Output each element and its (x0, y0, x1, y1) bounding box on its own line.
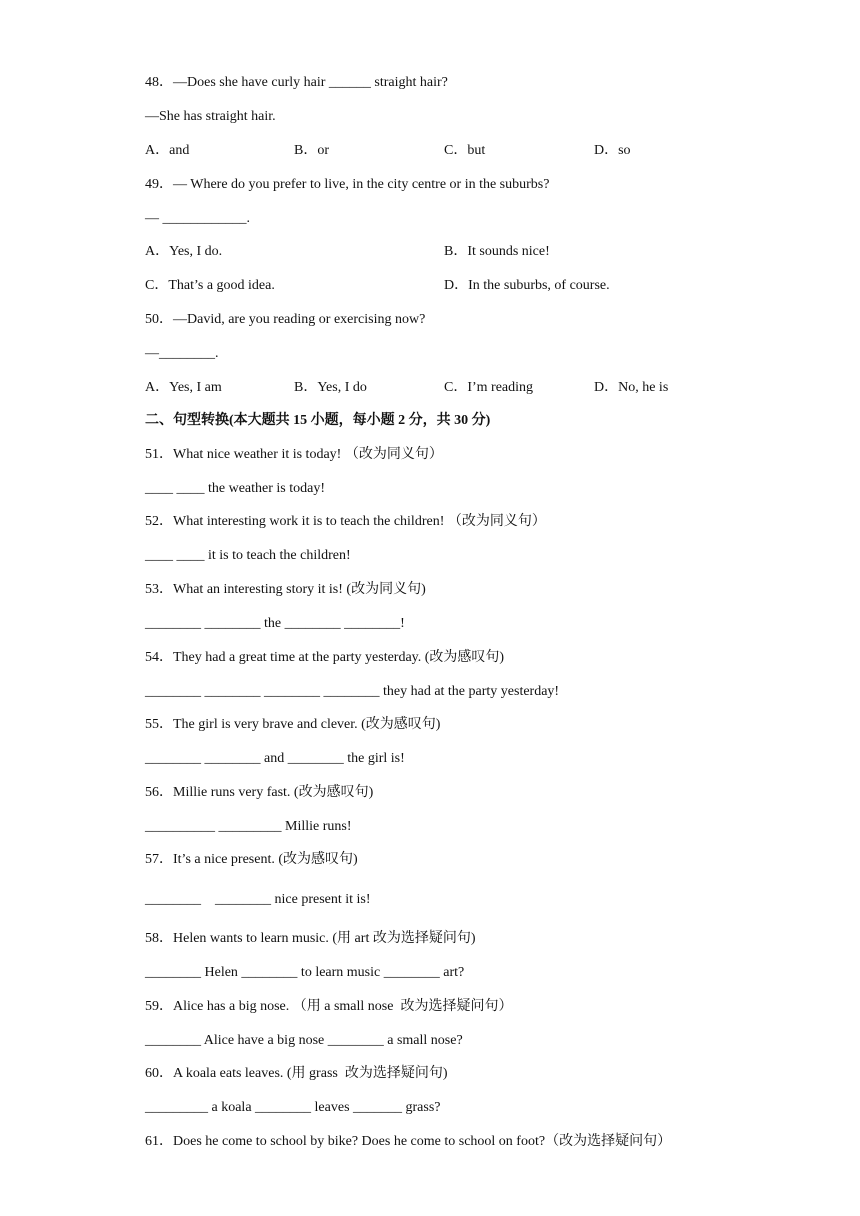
q49-option-b: B．It sounds nice! (444, 244, 550, 259)
q50-stem: 50．—David, are you reading or exercising now? (145, 312, 426, 327)
q58-answer: ________ Helen ________ to learn music ________ art? (145, 965, 465, 980)
q49-reply: — ____________. (145, 211, 250, 226)
q50-option-c: C．I’m reading (444, 380, 534, 395)
q52-answer: ____ ____ it is to teach the children! (145, 548, 351, 563)
q60-answer: _________ a koala ________ leaves _______ grass? (145, 1100, 441, 1115)
q48-option-a: A．and (145, 143, 190, 158)
q58-stem: 58．Helen wants to learn music. (用 art 改为选择疑问句) (145, 931, 476, 946)
q53-answer: ________ ________ the ________ ________! (145, 616, 405, 631)
q48-option-d: D．so (594, 143, 631, 158)
q48-stem: 48．—Does she have curly hair ______ straight hair? (145, 75, 448, 90)
q51-answer: ____ ____ the weather is today! (145, 481, 326, 496)
q50-option-b: B．Yes, I do (294, 380, 367, 395)
q49-option-d: D．In the suburbs, of course. (444, 278, 610, 293)
q51-stem: 51．What nice weather it is today! （改为同义句） (145, 447, 443, 462)
q50-option-d: D．No, he is (594, 380, 669, 395)
q56-stem: 56．Millie runs very fast. (改为感叹句) (145, 785, 374, 800)
q48-option-c: C．but (444, 143, 486, 158)
q49-option-a: A．Yes, I do. (145, 244, 223, 259)
q55-answer: ________ ________ and ________ the girl is! (145, 751, 405, 766)
q56-answer: __________ _________ Millie runs! (145, 819, 352, 834)
q50-reply: —________. (145, 346, 219, 361)
section-heading: 二、句型转换(本大题共 15 小题，每小题 2 分，共 30 分) (145, 413, 491, 428)
q48-option-b: B．or (294, 143, 329, 158)
q49-stem: 49．— Where do you prefer to live, in the city centre or in the suburbs? (145, 177, 550, 192)
q59-stem: 59．Alice has a big nose. （用 a small nose 改为选择疑问句） (145, 999, 513, 1014)
q61-stem: 61．Does he come to school by bike? Does he come to school on foot?（改为选择疑问句） (145, 1134, 672, 1149)
q48-reply: —She has straight hair. (145, 109, 276, 124)
q53-stem: 53．What an interesting story it is! (改为同义句) (145, 582, 426, 597)
q59-answer: ________ Alice have a big nose ________ a small nose? (145, 1033, 463, 1048)
q55-stem: 55．The girl is very brave and clever. (改为感叹句) (145, 717, 441, 732)
q54-stem: 54．They had a great time at the party yesterday. (改为感叹句) (145, 650, 505, 665)
q52-stem: 52．What interesting work it is to teach the children! （改为同义句） (145, 514, 546, 529)
q50-option-a: A．Yes, I am (145, 380, 222, 395)
q57-answer: ________ ________ nice present it is! (145, 892, 371, 907)
q60-stem: 60．A koala eats leaves. (用 grass 改为选择疑问句) (145, 1066, 448, 1081)
q54-answer: ________ ________ ________ ________ they had at the party yesterday! (145, 684, 560, 699)
q49-option-c: C．That’s a good idea. (145, 278, 275, 293)
q57-stem: 57．It’s a nice present. (改为感叹句) (145, 852, 358, 867)
